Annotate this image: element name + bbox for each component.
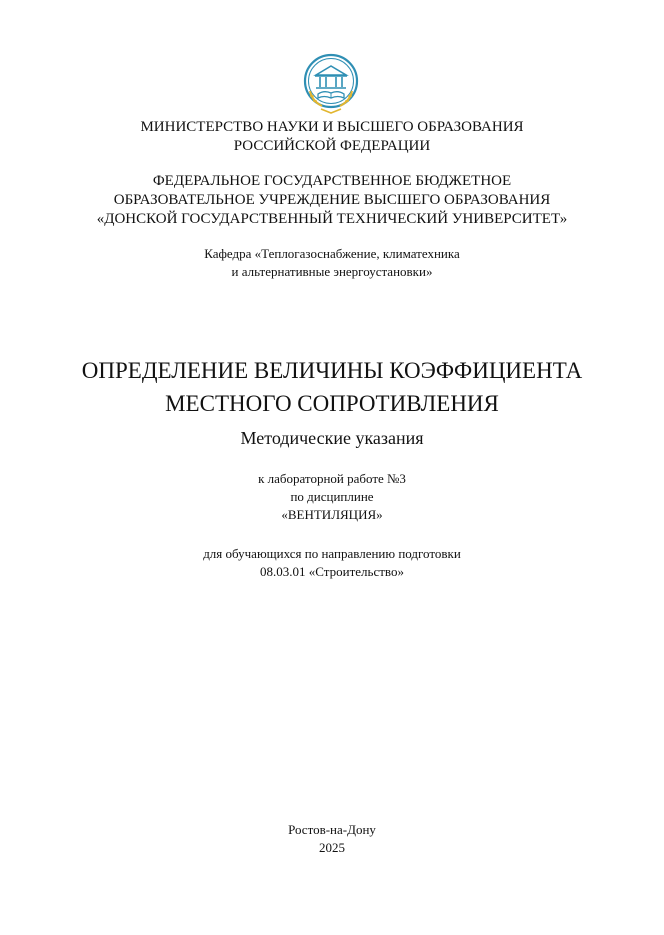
institution-line: ОБРАЗОВАТЕЛЬНОЕ УЧРЕЖДЕНИЕ ВЫСШЕГО ОБРАЗОВАНИЯ	[113, 192, 551, 208]
work-line: к лабораторной работе №3	[258, 471, 406, 486]
university-logo-icon	[302, 53, 360, 115]
institution-heading	[0, 172, 664, 229]
ministry-line: РОССИЙСКОЙ ФЕДЕРАЦИИ	[233, 138, 431, 154]
audience-info	[0, 545, 664, 581]
department-heading	[0, 245, 664, 281]
institution-line: «ДОНСКОЙ ГОСУДАРСТВЕННЫЙ ТЕХНИЧЕСКИЙ УНИВЕРСИТЕТ»	[96, 211, 568, 227]
work-line: по дисциплине	[290, 489, 374, 504]
year: 2025	[319, 840, 345, 855]
audience-line: 08.03.01 «Строительство»	[260, 564, 404, 579]
institution-line: ФЕДЕРАЛЬНОЕ ГОСУДАРСТВЕННОЕ БЮДЖЕТНОЕ	[152, 173, 512, 189]
ministry-heading	[0, 118, 664, 156]
document-title	[0, 354, 664, 420]
title-line: ОПРЕДЕЛЕНИЕ ВЕЛИЧИНЫ КОЭФФИЦИЕНТА	[81, 358, 583, 383]
publication-info	[0, 821, 664, 857]
work-info	[0, 470, 664, 524]
document-subtitle: Методические указания	[240, 428, 424, 448]
ministry-line: МИНИСТЕРСТВО НАУКИ И ВЫСШЕГО ОБРАЗОВАНИЯ	[140, 119, 524, 135]
discipline-name: «ВЕНТИЛЯЦИЯ»	[281, 507, 383, 522]
title-line: МЕСТНОГО СОПРОТИВЛЕНИЯ	[165, 391, 499, 416]
audience-line: для обучающихся по направлению подготовки	[203, 546, 461, 561]
city: Ростов-на-Дону	[288, 822, 376, 837]
department-line: и альтернативные энергоустановки»	[231, 264, 433, 279]
department-line: Кафедра «Теплогазоснабжение, климатехника	[204, 246, 460, 261]
